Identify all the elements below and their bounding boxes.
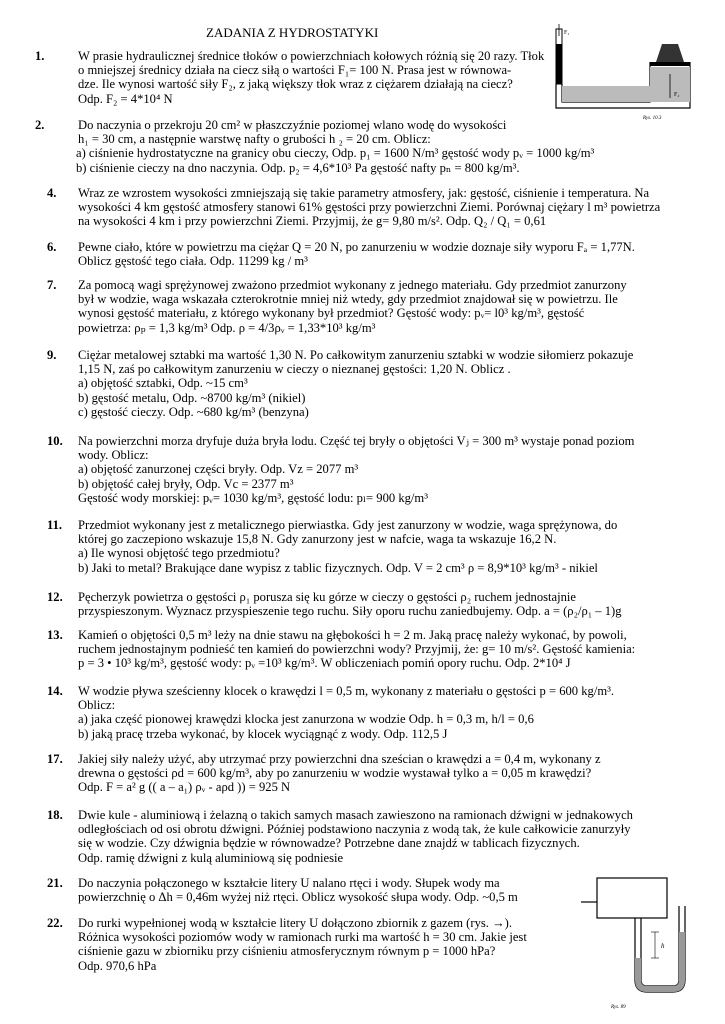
problem-text: [78, 348, 633, 419]
problem-line: wody. Oblicz:: [78, 448, 149, 463]
problem-line: Ciężar metalowej sztabki ma wartość 1,30 N. Po całkowitym zanurzeniu sztabki w wodzie siłomierz pokazuje: [78, 348, 634, 362]
problem-line: Jakiej siły należy użyć, aby utrzymać przy powierzchni dna sześcian o krawędzi a = 0,4 m, wykonany z: [78, 752, 601, 766]
problem-line: Oblicz:: [78, 698, 116, 713]
problem-line: c) gęstość cieczy. Odp. ~680 kg/m³ (benzyna): [78, 404, 309, 419]
problem-number: 4.: [47, 186, 57, 200]
problem-line: Oblicz gęstość tego ciała. Odp. 11299 kg / m³: [78, 254, 308, 269]
problem-line: Do rurki wypełnionej wodą w kształcie litery U dołączono zbiornik z gazem (rys. →).: [78, 916, 512, 930]
problem-line: a) objętość sztabki, Odp. ~15 cm³: [78, 376, 248, 391]
problem-line: Przedmiot wykonany jest z metalicznego pierwiastka. Gdy jest zanurzony w wodzie, waga sprężynowa, do: [78, 518, 618, 532]
problem-line: Odp. F = a² g (( a – a₁) ρᵥ - aρd )) = 925 N: [78, 780, 291, 795]
problem-line: 1,15 N, zaś po całkowitym zanurzeniu w cieczy o nieznanej gęstości: 1,20 N. Oblicz .: [78, 362, 511, 377]
problem-line: wysokości 4 km gęstość atmosfery stanowi 61% gęstości przy powierzchni Ziemi. Porównaj ciężary l m³ powietrza: [78, 200, 661, 215]
problem-line: ruchem jednostajnym podnieść ten kamień do powierzchni wody? Przyjmij, że: g= 10 m/s². Gęstość kamienia:: [78, 642, 636, 657]
problem-number: 2.: [35, 118, 45, 132]
problem-line: Wraz ze wzrostem wysokości zmniejszają się takie parametry atmosfery, jak: gęstość, ciśnienie i temperatura. Na: [78, 186, 650, 200]
figure-caption: Rys. 10.3: [643, 116, 662, 121]
problem-text: [78, 752, 601, 795]
problem-line: b) Jaki to metal? Brakujące dane wypisz z tablic fizycznych. Odp. V = 2 cm³ ρ = 8,9*10³ kg/m³ - nikiel: [78, 560, 598, 575]
problem-number: 1.: [35, 49, 45, 63]
problem-text: [78, 876, 518, 904]
u-tube-figure: [575, 872, 705, 1000]
problem-line: Na powierzchni morza dryfuje duża bryła lodu. Część tej bryły o objętości Vⱼ = 300 m³ wystaje ponad poziom: [78, 434, 635, 448]
problem-line: o mniejszej średnicy działa na ciecz siłą o wartości F₁= 100 N. Prasa jest w równowa-: [78, 63, 512, 78]
problem-number: 18.: [47, 808, 63, 822]
problem-line: Do naczynia połączonego w kształcie litery U nalano rtęci i wody. Słupek wody ma: [78, 876, 500, 890]
problem-number: 22.: [47, 916, 63, 930]
problem-line: Do naczynia o przekroju 20 cm² w płaszczyźnie poziomej wlano wodę do wysokości: [78, 118, 507, 132]
problem-line: wynosi gęstość materiału, z którego wykonany był przedmiot? Gęstość wody: pᵥ= l0³ kg/m³, gęstość: [78, 306, 585, 321]
problem-text: [78, 186, 660, 229]
problem-text: [78, 590, 622, 618]
utube-label-h: h: [661, 942, 665, 950]
problem-line: Różnica wysokości poziomów wody w ramionach rurki ma wartość h = 30 cm. Jakie jest: [78, 930, 527, 945]
problem-line: Kamień o objętości 0,5 m³ leży na dnie stawu na głębokości h = 2 m. Jaką pracę należy wykonać, by powoli,: [78, 628, 627, 642]
problem-line: odległościach od osi obrotu dźwigni. Później podstawiono naczynia z wodą tak, że kule całkowicie zanurzyły: [78, 822, 631, 837]
press-label-bottom: F₂: [674, 92, 680, 98]
problem-number: 17.: [47, 752, 63, 766]
problem-line: dze. Ile wynosi wartość siły F₂, z jaką większy tłok wraz z ciężarem działają na ciecz?: [78, 77, 513, 92]
problem-line: Gęstość wody morskiej: pᵥ= 1030 kg/m³, gęstość lodu: pₗ= 900 kg/m³: [78, 490, 428, 505]
problem-line: Pęcherzyk powietrza o gęstości ρ₁ porusza się ku górze w cieczy o gęstości ρ₂ ruchem jednostajnie: [78, 590, 576, 604]
problem-line: był w wodzie, waga wskazała czterokrotnie mniej niż wtedy, gdy przedmiot znajdował się w powietrzu. Ile: [78, 292, 618, 307]
problem-line: a) Ile wynosi objętość tego przedmiotu?: [78, 546, 280, 561]
problem-line: b) ciśnienie cieczy na dno naczynia. Odp. p₂ = 4,6*10³ Pa gęstość nafty pₙ = 800 kg/m³.: [76, 160, 520, 175]
page-title: ZADANIA Z HYDROSTATYKI: [206, 25, 379, 40]
problem-line: Odp. 970,6 hPa: [78, 958, 157, 973]
problem-line: Dwie kule - aluminiową i żelazną o takich samych masach zawieszono na ramionach dźwigni w jednakowych: [78, 808, 633, 822]
problem-line: powietrza: ρₚ = 1,3 kg/m³ Odp. ρ = 4/3ρᵥ = 1,33*10³ kg/m³: [78, 320, 376, 335]
problem-number: 21.: [47, 876, 63, 890]
figure-caption: Rys. 89: [611, 1005, 626, 1010]
problem-line: Odp. F₂ = 4*10⁴ N: [78, 91, 173, 106]
problem-line: b) gęstość metalu, Odp. ~8700 kg/m³ (nikiel): [78, 390, 306, 405]
problem-text: [78, 916, 527, 973]
problem-text: [78, 518, 617, 575]
problem-number: 12.: [47, 590, 63, 604]
problem-number: 9.: [47, 348, 57, 362]
problem-line: a) objętość zanurzonej części bryły. Odp. Vz = 2077 m³: [78, 462, 359, 477]
problem-line: Pewne ciało, które w powietrzu ma ciężar Q = 20 N, po zanurzeniu w wodzie doznaje siły wyporu Fₐ = 1,77N.: [78, 240, 635, 254]
problem-line: drewna o gęstości ρd = 600 kg/m³, aby po zanurzeniu w wodzie wystawał tylko a = 0,05 m krawędzi?: [78, 766, 592, 781]
problem-line: przyspieszonym. Wyznacz przyspieszenie tego ruchu. Siły oporu ruchu zaniedbujemy. Odp. a = (ρ₂/ρ₁ – 1)g: [78, 604, 622, 619]
problem-line: ciśnienie gazu w zbiorniku przy ciśnieniu atmosferycznym równym p = 1000 hPa?: [78, 944, 496, 959]
problem-number: 7.: [47, 278, 57, 292]
problem-line: Odp. ramię dźwigni z kulą aluminiową się podniesie: [78, 850, 344, 865]
problem-line: p = 3 • 10³ kg/m³, gęstość wody: pᵥ =10³ kg/m³. W obliczeniach pomiń opory ruchu. Odp. 2*10⁴ J: [78, 656, 571, 671]
problem-line: a) ciśnienie hydrostatyczne na granicy obu cieczy, Odp. p₁ = 1600 N/m³ gęstość wody pᵥ = 1000 kg/m³: [76, 146, 595, 161]
problem-text: [78, 628, 635, 671]
problem-text: [78, 118, 594, 175]
problem-number: 6.: [47, 240, 57, 254]
problem-line: której go zaczepiono wskazuje 15,8 N. Gdy zanurzony jest w nafcie, waga ta wskazuje 16,2 N.: [78, 532, 557, 547]
problem-line: h₁ = 30 cm, a następnie warstwę nafty o grubości h ₂ = 20 cm. Oblicz:: [78, 132, 431, 147]
problem-line: b) objętość całej bryły, Odp. Vc = 2377 m³: [78, 476, 294, 491]
problem-number: 14.: [47, 684, 63, 698]
problem-number: 11.: [47, 518, 63, 532]
problem-line: Za pomocą wagi sprężynowej zważono przedmiot wykonany z jednego materiału. Gdy przedmiot zanurzony: [78, 278, 627, 292]
problem-text: [78, 278, 627, 335]
press-label-top: F₁: [564, 30, 570, 36]
problem-line: się w wodzie. Czy dźwignia będzie w równowadze? Potrzebne dane znajdź w tablicach fizycznych.: [78, 836, 580, 851]
problem-text: [78, 808, 633, 865]
problem-text: [78, 240, 635, 268]
problem-line: powierzchnię o Δh = 0,46m wyżej niż rtęci. Oblicz wysokość słupa wody. Odp. ~0,5 m: [78, 890, 518, 905]
problem-number: 13.: [47, 628, 63, 642]
problem-number: 10.: [47, 434, 63, 448]
problem-line: W wodzie pływa sześcienny klocek o krawędzi l = 0,5 m, wykonany z materiału o gęstości p = 600 kg/m³.: [78, 684, 615, 698]
problem-line: a) jaka część pionowej krawędzi klocka jest zanurzona w wodzie Odp. h = 0,3 m, h/l = 0,6: [78, 712, 534, 727]
problem-text: [78, 49, 544, 106]
problem-line: na wysokości 4 km i przy powierzchni Ziemi. Przyjmij, że g= 9,80 m/s². Odp. Q₂ / Q₁ = 0,61: [78, 214, 547, 229]
hydraulic-press-figure: [550, 24, 700, 124]
problem-line: W prasie hydraulicznej średnice tłoków o powierzchniach kołowych różnią się 20 razy. Tłok: [78, 49, 545, 63]
problem-line: b) jaką pracę trzeba wykonać, by klocek wyciągnąć z wody. Odp. 112,5 J: [78, 726, 448, 741]
problem-text: [78, 684, 614, 741]
problem-text: [78, 434, 634, 505]
